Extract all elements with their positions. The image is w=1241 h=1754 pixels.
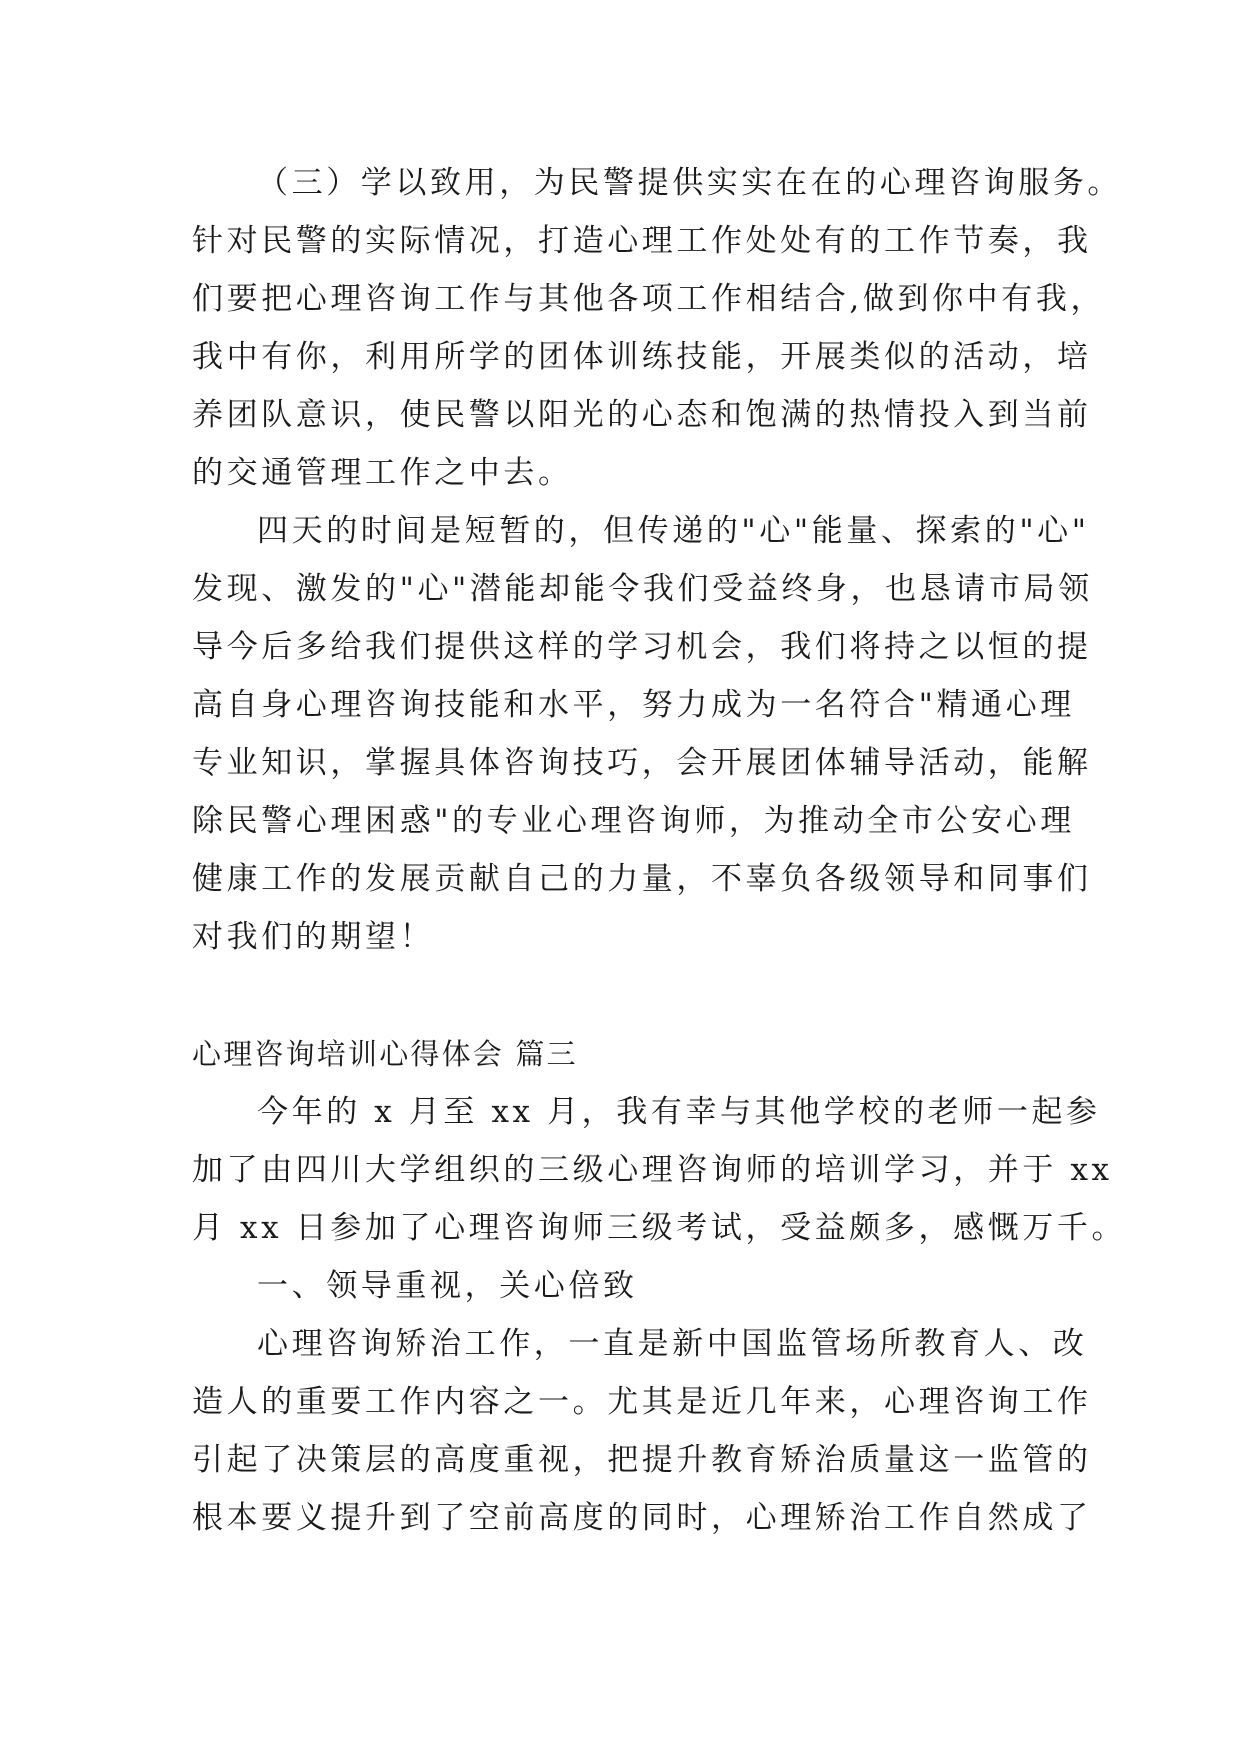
paragraph-four-days — [192, 502, 1092, 966]
paragraph-line: 四天的时间是短暂的，但传递的"心"能量、探索的"心" — [257, 513, 1090, 549]
section-heading-block — [192, 1025, 1092, 1083]
section-heading: 心理咨询培训心得体会 篇三 — [192, 1037, 578, 1071]
paragraph-line: 我中有你，利用所学的团体训练技能，开展类似的活动，培 — [192, 339, 1092, 375]
subheading-line: 一、领导重视，关心倍致 — [257, 1268, 638, 1304]
paragraph-line: 今年的 x 月至 xx 月，我有幸与其他学校的老师一起参 — [257, 1094, 1101, 1130]
paragraph-training-intro — [192, 1083, 1127, 1315]
paragraph-line: 对我们的期望！ — [192, 919, 435, 955]
paragraph-counseling-work — [192, 1315, 1092, 1547]
paragraph-line: 造人的重要工作内容之一。尤其是近几年来，心理咨询工作 — [192, 1384, 1092, 1420]
paragraph-line: 的交通管理工作之中去。 — [192, 455, 573, 491]
paragraph-line: 根本要义提升到了空前高度的同时，心理矫治工作自然成了 — [192, 1500, 1092, 1536]
paragraph-line: 加了由四川大学组织的三级心理咨询师的培训学习，并于 xx — [192, 1152, 1113, 1188]
paragraph-line: 心理咨询矫治工作，一直是新中国监管场所教育人、改 — [257, 1326, 1088, 1362]
paragraph-line: 养团队意识，使民警以阳光的心态和饱满的热情投入到当前 — [192, 397, 1092, 433]
paragraph-line: （三）学以致用，为民警提供实实在在的心理咨询服务。 — [257, 165, 1122, 201]
paragraph-line: 健康工作的发展贡献自己的力量，不辜负各级领导和同事们 — [192, 861, 1092, 897]
paragraph-line: 引起了决策层的高度重视，把提升教育矫治质量这一监管的 — [192, 1442, 1092, 1478]
paragraph-line: 月 xx 日参加了心理咨询师三级考试，受益颇多，感慨万千。 — [192, 1210, 1127, 1246]
paragraph-line: 导今后多给我们提供这样的学习机会，我们将持之以恒的提 — [192, 629, 1092, 665]
paragraph-line: 们要把心理咨询工作与其他各项工作相结合,做到你中有我， — [192, 281, 1106, 317]
paragraph-applied-learning — [192, 154, 1122, 502]
paragraph-line: 针对民警的实际情况，打造心理工作处处有的工作节奏，我 — [192, 223, 1092, 259]
paragraph-line: 除民警心理困惑"的专业心理咨询师，为推动全市公安心理 — [192, 803, 1075, 839]
paragraph-line: 发现、激发的"心"潜能却能令我们受益终身，也恳请市局领 — [192, 571, 1093, 607]
paragraph-line: 高自身心理咨询技能和水平，努力成为一名符合"精通心理 — [192, 687, 1075, 723]
paragraph-line: 专业知识，掌握具体咨询技巧，会开展团体辅导活动，能解 — [192, 745, 1092, 781]
